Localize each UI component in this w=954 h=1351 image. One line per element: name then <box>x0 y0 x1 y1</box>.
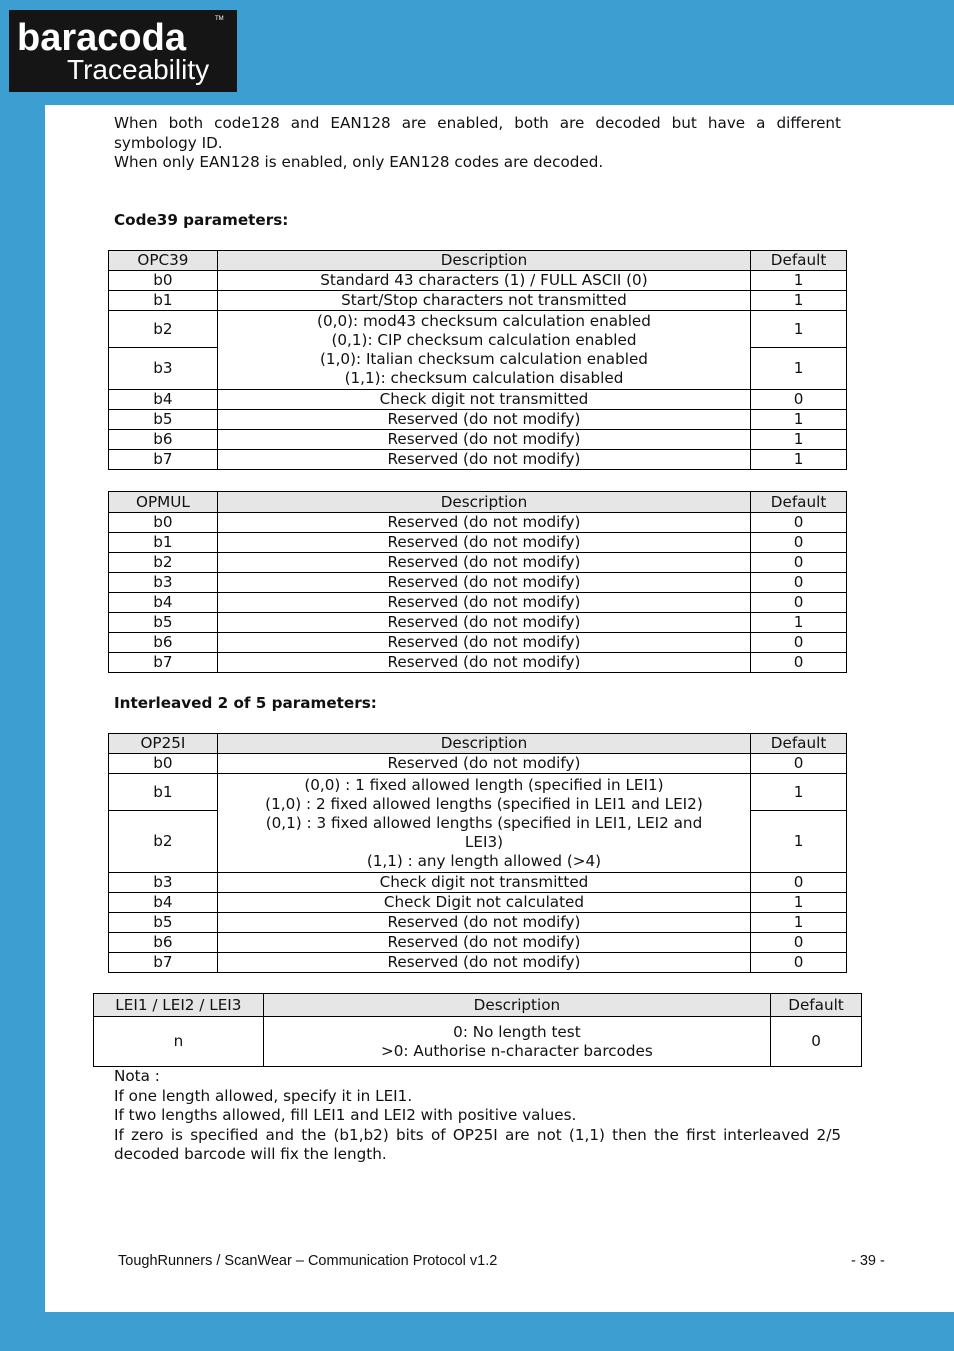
default-cell: 0 <box>751 573 847 593</box>
desc-cell: Reserved (do not modify) <box>217 953 750 973</box>
default-cell: 0 <box>751 593 847 613</box>
bit-cell: b6 <box>109 430 218 450</box>
default-cell: 1 <box>751 774 847 811</box>
default-cell: 1 <box>751 291 847 311</box>
col-header: Description <box>217 251 750 271</box>
default-cell: 1 <box>751 311 847 348</box>
desc-cell: Reserved (do not modify) <box>217 613 750 633</box>
bit-cell: b0 <box>109 271 218 291</box>
desc-cell: Reserved (do not modify) <box>217 533 750 553</box>
desc-line: (1,0): Italian checksum calculation enabled <box>320 350 648 368</box>
desc-cell: Standard 43 characters (1) / FULL ASCII (0) <box>217 271 750 291</box>
intro-line: When only EAN128 is enabled, only EAN128 codes are decoded. <box>114 153 604 171</box>
bit-cell: b7 <box>109 450 218 470</box>
default-cell: 0 <box>751 390 847 410</box>
default-cell: 1 <box>751 271 847 291</box>
nota-text <box>114 1067 841 1165</box>
col-header: OPC39 <box>109 251 218 271</box>
default-cell: 0 <box>751 933 847 953</box>
default-cell: 1 <box>751 893 847 913</box>
desc-cell: Reserved (do not modify) <box>217 593 750 613</box>
bit-cell: b5 <box>109 613 218 633</box>
col-header: Default <box>751 734 847 754</box>
desc-cell <box>263 1017 770 1067</box>
bit-cell: b4 <box>109 390 218 410</box>
bit-cell: b0 <box>109 754 218 774</box>
bit-cell: b5 <box>109 913 218 933</box>
default-cell: 0 <box>751 513 847 533</box>
bit-cell: b2 <box>109 811 218 873</box>
default-cell: 0 <box>751 953 847 973</box>
bit-cell: b2 <box>109 553 218 573</box>
op25i-table <box>108 733 847 973</box>
desc-cell: Reserved (do not modify) <box>217 653 750 673</box>
desc-cell: Check digit not transmitted <box>217 873 750 893</box>
bit-cell: b5 <box>109 410 218 430</box>
col-header: OP25I <box>109 734 218 754</box>
bit-cell: b2 <box>109 311 218 348</box>
logo-tagline: Traceability <box>67 54 210 85</box>
intro-line: When both code128 and EAN128 are enabled, both are decoded but have a different symbology ID. <box>114 114 841 152</box>
i25-heading: Interleaved 2 of 5 parameters: <box>114 694 377 712</box>
desc-line: (0,0): mod43 checksum calculation enabled <box>317 312 651 330</box>
bit-cell: b4 <box>109 593 218 613</box>
bit-cell: b4 <box>109 893 218 913</box>
default-cell: 0 <box>751 633 847 653</box>
desc-line: (0,1): CIP checksum calculation enabled <box>331 331 637 349</box>
baracoda-logo <box>9 10 237 92</box>
default-cell: 0 <box>751 653 847 673</box>
default-cell: 1 <box>751 348 847 390</box>
col-header: Description <box>263 994 770 1017</box>
lei-table <box>93 993 862 1067</box>
bit-cell: b3 <box>109 348 218 390</box>
bit-cell: b6 <box>109 933 218 953</box>
bit-cell: b7 <box>109 653 218 673</box>
col-header: Default <box>751 492 847 513</box>
desc-cell: Reserved (do not modify) <box>217 430 750 450</box>
desc-cell: Check digit not transmitted <box>217 390 750 410</box>
bit-cell: b1 <box>109 774 218 811</box>
desc-cell: Check Digit not calculated <box>217 893 750 913</box>
desc-line: (1,0) : 2 fixed allowed lengths (specified in LEI1 and LEI2) <box>265 794 703 813</box>
col-header: Default <box>771 994 862 1017</box>
desc-line: >0: Authorise n-character barcodes <box>380 1041 653 1060</box>
desc-line: (0,0) : 1 fixed allowed length (specified in LEI1) <box>304 775 664 794</box>
default-cell: 0 <box>751 553 847 573</box>
default-cell: 0 <box>751 754 847 774</box>
default-cell: 0 <box>751 873 847 893</box>
opmul-table <box>108 491 847 673</box>
desc-cell: Reserved (do not modify) <box>217 553 750 573</box>
logo-trademark: TM <box>215 16 224 22</box>
default-cell: 1 <box>751 410 847 430</box>
default-cell: 0 <box>751 533 847 553</box>
bit-cell: b1 <box>109 291 218 311</box>
code39-heading: Code39 parameters: <box>114 211 289 229</box>
col-header: OPMUL <box>109 492 218 513</box>
desc-cell: Reserved (do not modify) <box>217 513 750 533</box>
desc-line: (0,1) : 3 fixed allowed lengths (specified in LEI1, LEI2 and LEI3) <box>265 813 703 851</box>
default-cell: 0 <box>771 1017 862 1067</box>
param-cell: n <box>94 1017 264 1067</box>
desc-cell: Reserved (do not modify) <box>217 410 750 430</box>
nota-line: If two lengths allowed, fill LEI1 and LEI2 with positive values. <box>114 1106 577 1124</box>
intro-text <box>114 114 841 173</box>
desc-cell: Reserved (do not modify) <box>217 573 750 593</box>
nota-line: If one length allowed, specify it in LEI1. <box>114 1086 413 1105</box>
desc-cell-merged <box>217 311 750 390</box>
nota-line: If zero is specified and the (b1,b2) bits of OP25I are not (1,1) then the first interleaved 2/5 decoded barcode will fix the length. <box>114 1125 841 1163</box>
col-header: Default <box>751 251 847 271</box>
desc-cell-merged <box>217 774 750 873</box>
default-cell: 1 <box>751 430 847 450</box>
desc-line: (1,1): checksum calculation disabled <box>344 369 624 387</box>
bit-cell: b7 <box>109 953 218 973</box>
default-cell: 1 <box>751 811 847 873</box>
footer-title: ToughRunners / ScanWear – Communication Protocol v1.2 <box>118 1253 498 1269</box>
nota-line: Nota : <box>114 1067 160 1085</box>
bit-cell: b3 <box>109 873 218 893</box>
bit-cell: b6 <box>109 633 218 653</box>
desc-cell: Reserved (do not modify) <box>217 913 750 933</box>
desc-cell: Reserved (do not modify) <box>217 933 750 953</box>
col-header: Description <box>217 492 750 513</box>
footer-page-number: - 39 - <box>851 1253 885 1269</box>
bit-cell: b3 <box>109 573 218 593</box>
bit-cell: b0 <box>109 513 218 533</box>
desc-line: (1,1) : any length allowed (>4) <box>366 851 602 870</box>
default-cell: 1 <box>751 613 847 633</box>
desc-line: 0: No length test <box>453 1022 581 1041</box>
logo-brand: baracoda <box>17 17 186 59</box>
desc-cell: Start/Stop characters not transmitted <box>217 291 750 311</box>
desc-cell: Reserved (do not modify) <box>217 450 750 470</box>
default-cell: 1 <box>751 450 847 470</box>
col-header: Description <box>217 734 750 754</box>
col-header: LEI1 / LEI2 / LEI3 <box>94 994 264 1017</box>
desc-cell: Reserved (do not modify) <box>217 754 750 774</box>
opc39-table <box>108 250 847 470</box>
bit-cell: b1 <box>109 533 218 553</box>
desc-cell: Reserved (do not modify) <box>217 633 750 653</box>
default-cell: 1 <box>751 913 847 933</box>
